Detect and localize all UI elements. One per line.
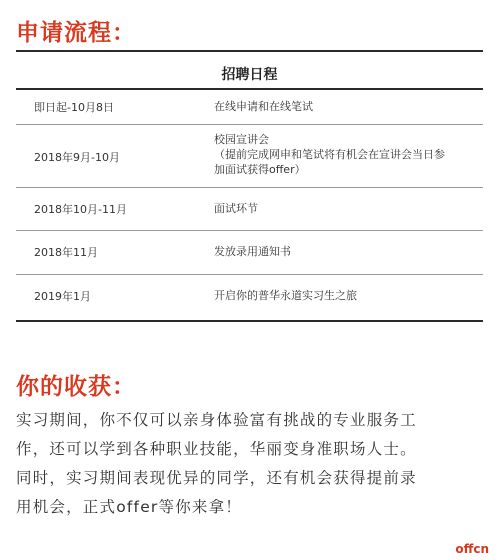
paragraph-line: 用机会，正式offer等你来拿！: [16, 498, 243, 516]
table-top-rule: [16, 50, 483, 52]
section-title-your-gains: 你的收获：: [16, 374, 136, 400]
schedule-date: 2019年1月: [34, 290, 91, 303]
schedule-date: 2018年11月: [34, 246, 98, 259]
schedule-date: 2018年10月-11月: [34, 203, 127, 216]
description-line: 面试环节: [214, 202, 258, 215]
table-row: [16, 230, 483, 274]
schedule-title: 招聘日程: [221, 67, 278, 83]
paragraph-line: 作，还可以学到各种职业技能，华丽变身准职场人士。: [16, 440, 417, 458]
description-line: （提前完成网申和笔试将有机会在宣讲会当日参: [214, 148, 445, 161]
schedule-date: 2018年9月-10月: [34, 151, 120, 164]
schedule-date: 即日起-10月8日: [34, 101, 114, 114]
table-row: [16, 88, 483, 124]
gains-paragraph: [16, 406, 486, 522]
description-line: 开启你的普华永道实习生之旅: [214, 289, 357, 302]
table-row: [16, 124, 483, 187]
table-bottom-rule: [16, 320, 483, 322]
paragraph-line: 同时，实习期间表现优异的同学，还有机会获得提前录: [16, 469, 417, 487]
description-line: 校园宣讲会: [214, 133, 269, 146]
table-row: [16, 187, 483, 230]
recruitment-schedule-table: [16, 50, 483, 350]
schedule-description: [214, 288, 464, 303]
paragraph-line: 实习期间，你不仅可以亲身体验富有挑战的专业服务工: [16, 411, 417, 429]
schedule-description: [214, 201, 464, 216]
offcn-watermark: offcn: [455, 542, 489, 556]
table-row: [16, 274, 483, 320]
schedule-description: [214, 99, 464, 114]
description-line: 在线申请和在线笔试: [214, 100, 313, 113]
section-title-application-process: 申请流程：: [16, 20, 136, 46]
schedule-description: [214, 244, 464, 259]
schedule-description: [214, 132, 464, 177]
description-line: 发放录用通知书: [214, 245, 291, 258]
description-line: 加面试获得offer）: [214, 163, 306, 176]
